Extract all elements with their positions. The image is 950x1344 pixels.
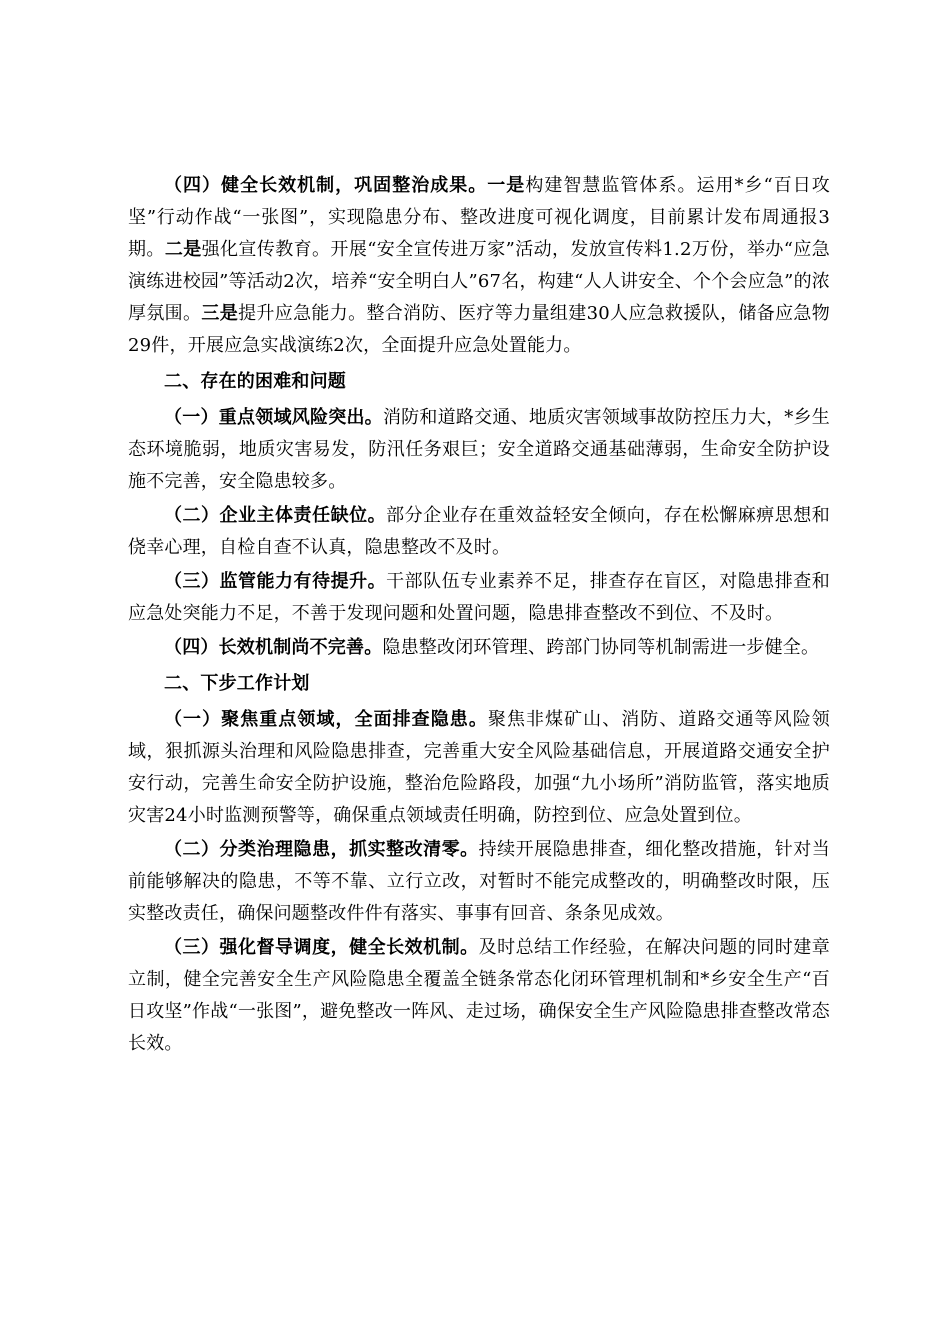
section-heading-problems: 二、存在的困难和问题 bbox=[164, 371, 346, 392]
paragraph-classified-governance bbox=[128, 834, 830, 930]
text-run: 部分企业存在重效益轻安全倾向，存在松懈麻痹思想和侥幸心理，自检自查不认真，隐患整改不及时。 bbox=[128, 505, 830, 558]
paragraph-lead: （二）企业主体责任缺位。 bbox=[164, 505, 387, 526]
paragraph-lead: （一）聚焦重点领域，全面排查隐患。 bbox=[164, 709, 488, 730]
text-run: 隐患整改闭环管理、跨部门协同等机制需进一步健全。 bbox=[382, 637, 820, 658]
paragraph-lead: （二）分类治理隐患，抓实整改清零。 bbox=[164, 839, 479, 860]
paragraph-lead: （四）健全长效机制，巩固整治成果。 bbox=[164, 175, 488, 196]
text-run: 强化宣传教育。开展“安全宣传进万家”活动，发放宣传料1.2万份，举办“应急演练进校园”等活动2次，培养“安全明白人”67名，构建“人人讲安全、个个会应急”的浓厚氛围。 bbox=[128, 239, 831, 324]
paragraph-mechanism-incomplete bbox=[128, 632, 830, 664]
paragraph-risk-prominent bbox=[128, 402, 830, 498]
bold-run: 一是 bbox=[487, 175, 526, 196]
paragraph-focus-key-areas bbox=[128, 704, 830, 832]
text-run: 消防和道路交通、地质灾害领域事故防控压力大，*乡生态环境脆弱，地质灾害易发，防汛任务艰巨；安全道路交通基础薄弱，生命安全防护设施不完善，安全隐患较多。 bbox=[128, 407, 830, 492]
text-run: 持续开展隐患排查，细化整改措施，针对当前能够解决的隐患，不等不靠、立行立改，对暂时不能完成整改的，明确整改时限，压实整改责任，确保问题整改件件有落实、事事有回音、条条见成效。 bbox=[128, 839, 830, 924]
text-run: 提升应急能力。整合消防、医疗等力量组建30人应急救援队，储备应急物29件，开展应急实战演练2次，全面提升应急处置能力。 bbox=[128, 303, 830, 356]
paragraph-enterprise-responsibility bbox=[128, 500, 830, 564]
section-heading-next-steps: 二、下步工作计划 bbox=[164, 673, 310, 694]
paragraph-long-term-mechanism bbox=[128, 170, 830, 362]
paragraph-lead: （一）重点领域风险突出。 bbox=[164, 407, 383, 428]
paragraph-supervision-scheduling bbox=[128, 932, 830, 1060]
paragraph-lead: （三）强化督导调度，健全长效机制。 bbox=[164, 937, 479, 958]
text-run: 聚焦非煤矿山、消防、道路交通等风险领域，狠抓源头治理和风险隐患排查，完善重大安全风险基础信息，开展道路交通安全护安行动，完善生命安全防护设施，整治危险路段，加强“九小场所”消防监管，落实地质灾害24小时监测预警等，确保重点领域责任明确，防控到位、应急处置到位。 bbox=[128, 709, 830, 826]
paragraph-supervision-capacity bbox=[128, 566, 830, 630]
document-body bbox=[128, 170, 830, 1060]
text-run: 构建智慧监管体系。运用*乡“百日攻坚”行动作战“一张图”，实现隐患分布、整改进度可视化调度，目前累计发布周通报3期。 bbox=[128, 175, 830, 260]
text-run: 干部队伍专业素养不足，排查存在盲区，对隐患排查和应急处突能力不足，不善于发现问题和处置问题，隐患排查整改不到位、不及时。 bbox=[128, 571, 830, 624]
paragraph-lead: （三）监管能力有待提升。 bbox=[164, 571, 387, 592]
paragraph-lead: （四）长效机制尚不完善。 bbox=[164, 637, 383, 658]
text-run: 及时总结工作经验，在解决问题的同时建章立制，健全完善安全生产风险隐患全覆盖全链条常态化闭环管理机制和*乡安全生产“百日攻坚”作战“一张图”，避免整改一阵风、走过场，确保安全生产风险隐患排查整改常态长效。 bbox=[128, 937, 830, 1054]
bold-run: 二是 bbox=[164, 239, 202, 260]
bold-run: 三是 bbox=[201, 303, 239, 324]
